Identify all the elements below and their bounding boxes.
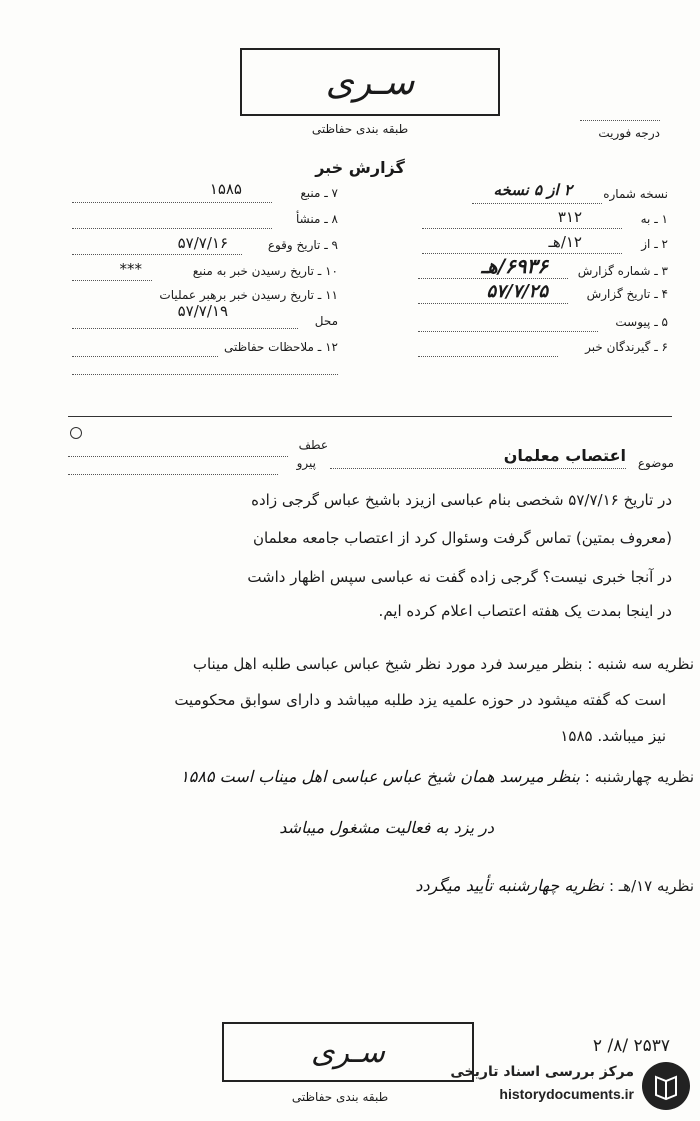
field-label: ۱ ـ به bbox=[640, 212, 668, 226]
field-row bbox=[70, 180, 338, 206]
watermark-name: مرکز بررسی اسناد تاریخی bbox=[450, 1064, 634, 1080]
comment-row bbox=[12, 682, 694, 718]
comment-label: نظریه سه شنبه : bbox=[587, 655, 694, 673]
footer-classification-label: طبقه بندی حفاظتی bbox=[291, 1090, 389, 1104]
field-row bbox=[400, 311, 668, 336]
field-row bbox=[70, 334, 338, 360]
peyro-label: پیرو bbox=[296, 456, 316, 470]
subject-value: اعتصاب معلمان bbox=[503, 446, 626, 465]
field-row bbox=[70, 258, 338, 284]
field-label: ۸ ـ منشأ bbox=[295, 212, 338, 226]
body-line: در تاریخ ۵۷/۷/۱۶ شخصی بنام عباسی ازیزد باشیخ عباس گرجی زاده bbox=[251, 491, 672, 509]
field-label: ۷ ـ منبع bbox=[300, 186, 338, 200]
classification-box bbox=[240, 48, 500, 116]
comment-row bbox=[12, 646, 694, 682]
doc-number: ۲۵۳۷ /۸/ ۲ bbox=[592, 1036, 670, 1056]
field-label: ۹ ـ تاریخ وقوع bbox=[267, 238, 338, 252]
field-label: ۳ ـ شماره گزارش bbox=[577, 264, 668, 278]
classification-text: سـری bbox=[325, 61, 415, 103]
field-value: ۲ از ۵ نسخه bbox=[493, 181, 572, 199]
field-row bbox=[400, 208, 668, 233]
urgency-line bbox=[580, 120, 660, 121]
field-label: ۲ ـ از bbox=[641, 237, 668, 251]
body-line: در آنجا خبری نیست؟ گرجی زاده گفت نه عباسی سپس اظهار داشت bbox=[247, 568, 672, 586]
field-label: ۱۱ ـ تاریخ رسیدن خبر برهبر عملیات bbox=[159, 288, 338, 302]
field-value: ۱۲/هـ bbox=[548, 233, 582, 251]
wed-handwriting-1: بنظر میرسد همان شیخ عباس عباسی اهل میناب است ۱۵۸۵ bbox=[180, 767, 580, 786]
field-row bbox=[400, 336, 668, 361]
classification-label: طبقه بندی حفاظتی bbox=[311, 122, 409, 136]
body-line: در اینجا بمدت یک هفته اعتصاب اعلام کرده ایم. bbox=[378, 602, 672, 620]
field-value: ۵۷/۷/۱۹ bbox=[177, 302, 228, 320]
page-title: گزارش خبر bbox=[315, 158, 405, 177]
field-row bbox=[400, 183, 668, 208]
comment-text: است که گفته میشود در حوزه علمیه یزد طلبه میباشد و دارای سوابق محکومیت bbox=[174, 691, 666, 709]
field-value: ۵۷/۷/۱۶ bbox=[177, 234, 228, 252]
wed-label: نظریه چهارشنبه : bbox=[584, 768, 694, 786]
footer-classification-text: سـری bbox=[311, 1034, 385, 1070]
urgency-label: درجه فوریت bbox=[598, 126, 660, 140]
field-row bbox=[70, 302, 338, 334]
comment-text: بنظر میرسد فرد مورد نظر شیخ عباس عباسی طلبه اهل میناب bbox=[192, 655, 583, 673]
field-value: ۳۱۲ bbox=[557, 208, 582, 226]
body-line: (معروف بمتین) تماس گرفت وسئوال کرد از اعتصاب جامعه معلمان bbox=[253, 529, 672, 547]
field-row bbox=[70, 206, 338, 232]
field-row bbox=[400, 283, 668, 311]
comment-block bbox=[12, 646, 694, 754]
archive-logo-icon bbox=[642, 1062, 690, 1110]
subject-line bbox=[330, 468, 626, 469]
field-label: ۶ ـ گیرندگان خبر bbox=[585, 340, 668, 354]
right-fields bbox=[400, 183, 668, 361]
field-label: محل bbox=[314, 314, 338, 328]
field-label: ۴ ـ تاریخ گزارش bbox=[586, 287, 668, 301]
watermark bbox=[430, 1060, 690, 1112]
n17-handwriting: نظریه چهارشنبه تأیید میگردد bbox=[415, 876, 604, 895]
watermark-url: historydocuments.ir bbox=[499, 1086, 634, 1102]
comment-row bbox=[12, 718, 694, 754]
field-value: *** bbox=[119, 260, 142, 278]
atf-label: عطف bbox=[298, 438, 328, 452]
wed-handwriting-2: در یزد به فعالیت مشغول میباشد bbox=[279, 818, 494, 837]
field-value: ۱۵۸۵ bbox=[209, 180, 242, 198]
n17-comment bbox=[280, 876, 694, 895]
n17-label: نظریه ۱۷/هـ : bbox=[608, 877, 694, 895]
field-value: ۶۹۳۶/هـ bbox=[481, 254, 548, 278]
subject-label: موضوع bbox=[637, 456, 674, 470]
comment-text: نیز میباشد. ۱۵۸۵ bbox=[560, 727, 666, 745]
report-body bbox=[30, 484, 672, 628]
field-label: نسخه شماره bbox=[603, 187, 668, 201]
section-divider bbox=[68, 416, 672, 417]
field-label: ۵ ـ پیوست bbox=[615, 315, 668, 329]
field-row bbox=[70, 232, 338, 258]
atf-line bbox=[68, 456, 288, 457]
hole-mark bbox=[70, 427, 82, 439]
wednesday-comment bbox=[20, 760, 694, 848]
peyro-line bbox=[68, 474, 278, 475]
field-value: ۵۷/۷/۲۵ bbox=[486, 281, 548, 302]
field-label: ۱۰ ـ تاریخ رسیدن خبر به منبع bbox=[192, 264, 338, 278]
field-row bbox=[400, 254, 668, 283]
field-label: ۱۲ ـ ملاحظات حفاظتی bbox=[224, 340, 338, 354]
left-fields bbox=[70, 180, 338, 361]
